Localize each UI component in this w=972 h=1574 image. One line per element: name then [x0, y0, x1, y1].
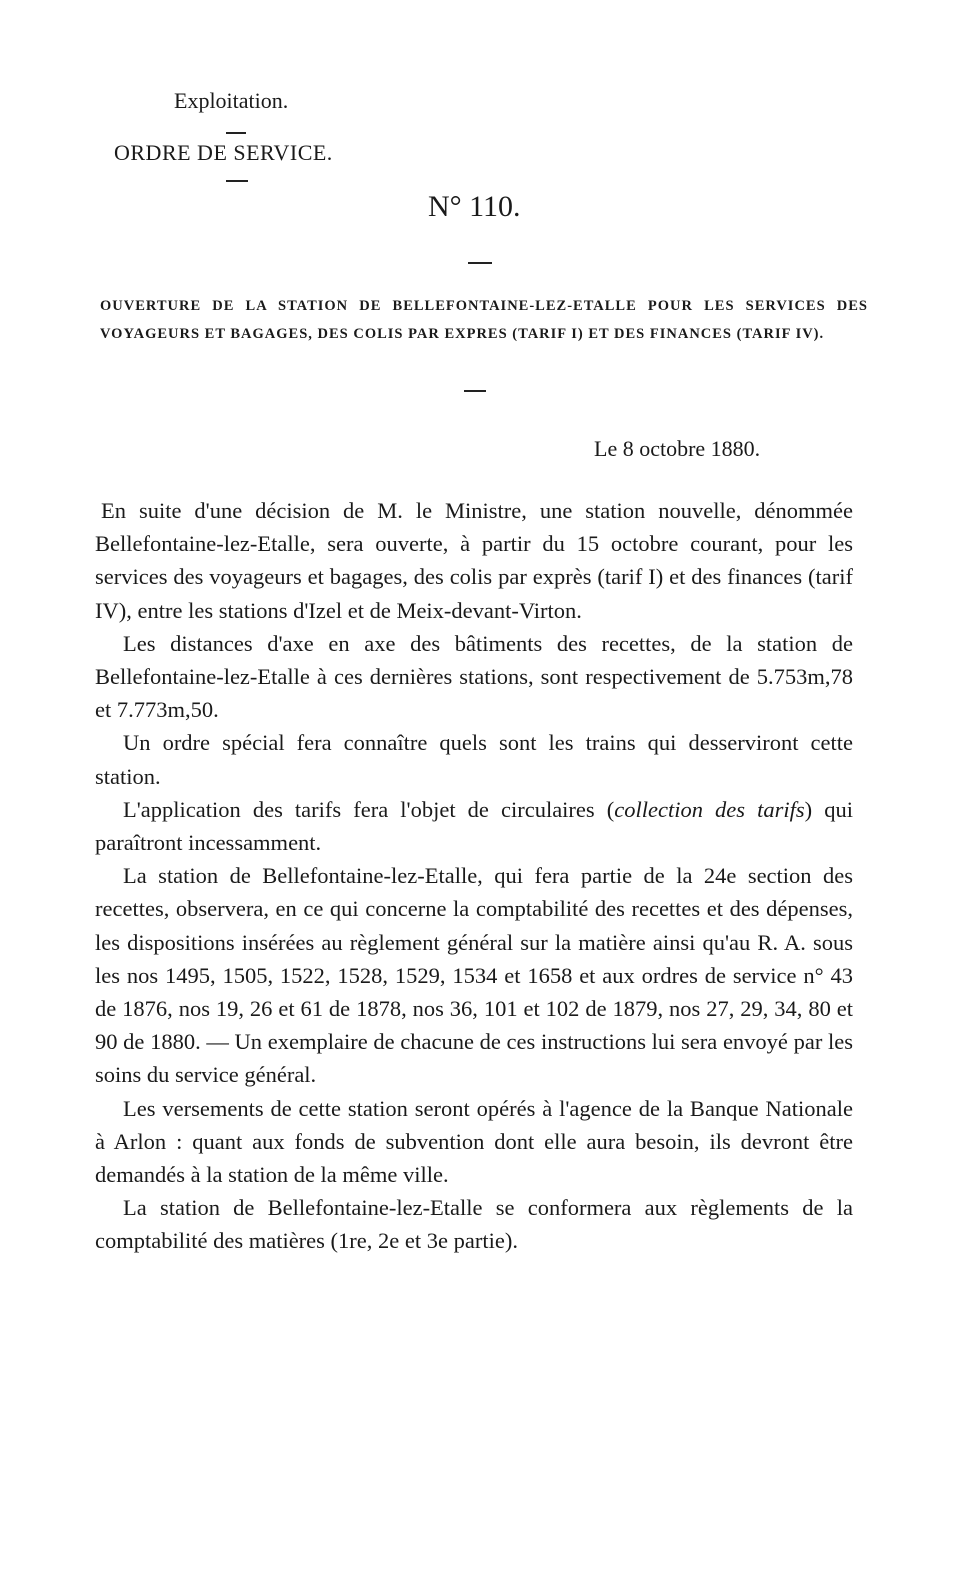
- paragraph: Les distances d'axe en axe des bâtiments des recettes, de la station de Bellefontaine-lez-Etalle à ces dernières stations, sont respectivement de 5.753m,78 et 7.773m,50.: [95, 630, 853, 723]
- order-subject: OUVERTURE DE LA STATION DE BELLEFONTAINE-LEZ-ETALLE POUR LES SERVICES DES VOYAGEURS ET BAGAGES, DES COLIS PAR EXPRES (TARIF I) ET DES FINANCES (TARIF IV).: [100, 298, 868, 342]
- body-text: [95, 494, 853, 1258]
- order-number: N° 110.: [428, 190, 521, 223]
- paragraph: [95, 793, 853, 859]
- paragraph: En suite d'une décision de M. le Ministre, une station nouvelle, dénommée Bellefontaine-lez-Etalle, sera ouverte, à partir du 15 octobre courant, pour les services des voyageurs et bagages, des colis par exprès (tarif I) et des finances (tarif IV), entre les stations d'Izel et de Meix-devant-Virton.: [95, 498, 853, 623]
- divider: [226, 132, 246, 134]
- italic-reference: collection des tarifs: [614, 796, 805, 822]
- paragraph: La station de Bellefontaine-lez-Etalle, qui fera partie de la 24e section des recettes, observera, en ce qui concerne la comptabilité des recettes et des dépenses, les dispositions insérées au règlement général sur la matière ainsi qu'au R. A. sous les nos 1495, 1505, 1522, 1528, 1529, 1534 et 1658 et aux ordres de service n° 43 de 1876, nos 19, 26 et 61 de 1878, nos 36, 101 et 102 de 1879, nos 27, 29, 34, 80 et 90 de 1880. — Un exemplaire de chacune de ces instructions lui sera envoyé par les soins du service général.: [95, 863, 853, 1088]
- order-date: Le 8 octobre 1880.: [594, 436, 761, 461]
- divider: [464, 390, 486, 392]
- paragraph-text: L'application des tarifs fera l'objet de circulaires (: [123, 796, 615, 822]
- paragraph: Un ordre spécial fera connaître quels sont les trains qui desserviront cette station.: [95, 730, 853, 789]
- paragraph: Les versements de cette station seront opérés à l'agence de la Banque Nationale à Arlon : quant aux fonds de subvention dont elle aura besoin, ils devront être demandés à la station de la même ville.: [95, 1095, 853, 1188]
- department-label: Exploitation.: [174, 88, 289, 113]
- paragraph: La station de Bellefontaine-lez-Etalle se conformera aux règlements de la comptabilité des matières (1re, 2e et 3e partie).: [95, 1195, 853, 1254]
- divider: [468, 262, 492, 264]
- order-type-title: ORDRE DE SERVICE.: [114, 140, 333, 165]
- paragraph-text: ) qui paraîtront incessamment.: [95, 796, 853, 856]
- divider: [226, 180, 248, 182]
